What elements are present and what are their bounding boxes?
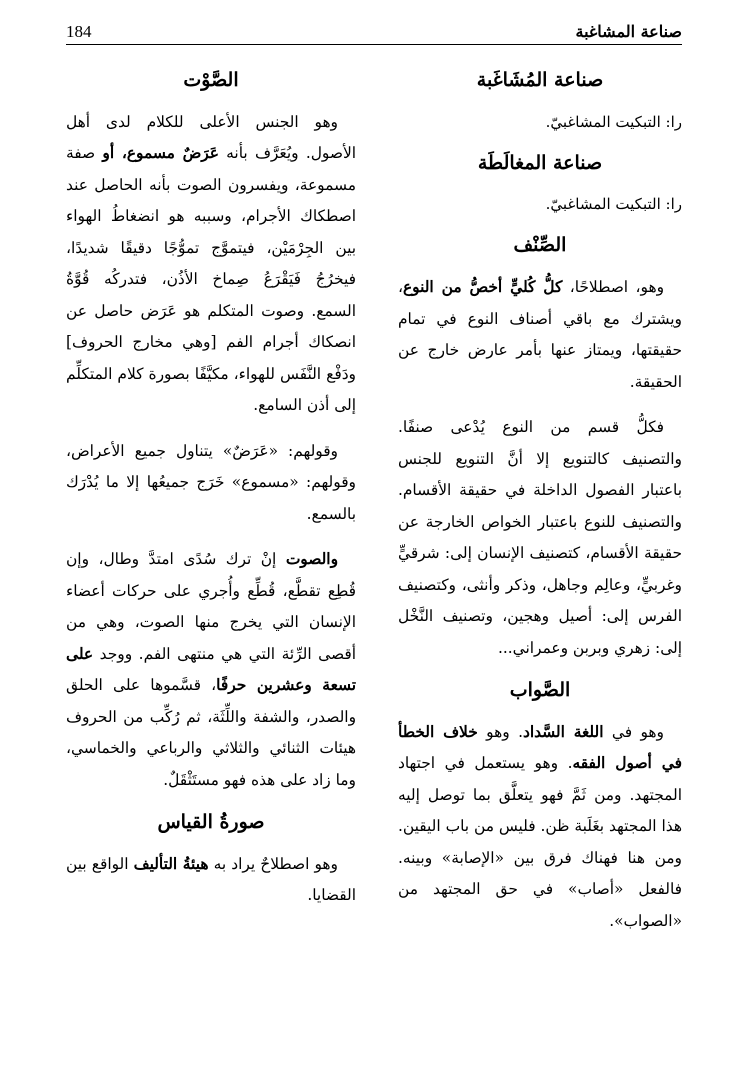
text: . وهو يستعمل في اجتهاد المجتهد. ومن ثَمَّ فهو يتعلَّق بما توصل إليه هذا المجتهد بغَلَبة ظن. فليس من باب اليقين. ومن هنا فهناك فرق بين «الإصابة» وبينه. فالفعل «أصاب» في حق المجتهد من «الصواب». bbox=[398, 754, 682, 930]
entry-title: صورةُ القياس bbox=[157, 811, 265, 834]
bold-term: هيئةُ التأليف bbox=[133, 854, 209, 873]
entry-title: صناعة المُشَاغَبة bbox=[476, 69, 604, 91]
cross-reference: را: التبكيت المشاغبيّ. bbox=[545, 112, 682, 131]
right-column bbox=[398, 56, 682, 951]
entry-alsinf bbox=[398, 233, 682, 664]
page-number: 184 bbox=[66, 22, 92, 41]
bold-term: على تسعة وعشرين حرفًا bbox=[66, 644, 357, 695]
entry-surat-alqiyas bbox=[66, 810, 356, 912]
entry-definition bbox=[398, 717, 682, 938]
text: ، قسَّموها على الحلق والصدر، والشفة واللِّثَة، ثم رُكِّب من الحروف هيئات الثنائي والثلاثي والرباعي والخماسي، وما زاد على هذه فهو مستَثْقَلٌ. bbox=[66, 676, 356, 789]
entry-sinaat-almushaghaba bbox=[398, 68, 682, 137]
entry-title: صناعة المغالَطَة bbox=[477, 151, 603, 174]
entry-title: الصَّواب bbox=[509, 679, 571, 702]
entry-title: الصِّنْف bbox=[513, 234, 567, 257]
text: الواقع بين القضايا. bbox=[66, 854, 356, 905]
text: . وهو bbox=[477, 722, 523, 741]
entry-sinaat-almughalata bbox=[398, 151, 682, 220]
entry-paragraph: فكلُّ قسم من النوع يُدْعى صنفًا. والتصنيف كالتنويع إلا أنَّ التنويع للجنس باعتبار الفصول الداخلة في حقيقة الأقسام. والتصنيف للنوع باعتبار الخواص الخارجة عن حقيقة الأقسام، كتصنيف الإنسان إلى: شرقيٍّ وغربيٍّ، وعالِم وجاهل، وذكر وأنثى، وكتصنيف الفرس إلى: أصيل وهجين، وتصنيف النَّخْل إلى: زهري وبربن وعمراني... bbox=[398, 418, 682, 657]
page-header bbox=[66, 22, 682, 46]
entry-paragraph bbox=[66, 544, 356, 796]
entry-definition bbox=[66, 849, 356, 912]
text: ، ويشترك مع باقي أصناف النوع في تمام حقيقتها، ويمتاز عنها بأمر عارض خارج عن الحقيقة. bbox=[398, 278, 682, 391]
left-column bbox=[66, 56, 356, 926]
entry-title: الصَّوْت bbox=[183, 69, 239, 91]
text: وهو اصطلاحٌ يراد به bbox=[208, 854, 338, 873]
cross-reference: را: التبكيت المشاغبيّ. bbox=[545, 195, 682, 214]
text: صفة مسموعة، ويفسرون الصوت بأنه الحاصل عند اصطكاك الأجرام، وسببه هو انضغاطُ الهواء بين الجِرْمَيْن، فيتموَّج تموُّجًا دقيقًا شديدًا، فيخرُجُ فَيَقْرَعُ صِماخ الأذُن، فتدركُه قُوَّةُ السمع. وصوت المتكلم هو عَرَض حاصل عن انصكاك أجرام الفم [وهي مخارج الحروف] ودَفْع النَّفَس للهواء، مكيَّفًا بصورة كلام المتكلِّم إلى أذن السامع. bbox=[66, 144, 356, 415]
running-title: صناعة المشاغبة bbox=[575, 22, 682, 41]
entry-definition bbox=[66, 107, 356, 422]
entry-alsawab bbox=[398, 678, 682, 937]
bold-term: عَرَضٌ مسموع، أو bbox=[102, 144, 219, 163]
bold-term: والصوت bbox=[285, 550, 338, 569]
bold-term: كلُّ كُليٍّ أخصُّ من النوع bbox=[402, 278, 563, 297]
text: وهو الجنس الأعلى للكلام لدى أهل الأصول. ويُعَرَّف بأنه bbox=[66, 112, 357, 163]
bold-term: خلاف الخطأ في أصول الفقه bbox=[398, 722, 682, 773]
header-divider bbox=[66, 44, 682, 45]
entry-alsawt bbox=[66, 68, 356, 796]
text: وهو، اصطلاحًا، bbox=[562, 278, 665, 297]
bold-term: اللغة السَّداد bbox=[522, 722, 604, 741]
entry-definition bbox=[398, 272, 682, 398]
text: إنْ ترك سُدًى امتدَّ وطال، وإن قُطِع تقطَّع، قُطِّع وأُجري على حركات أعضاء الإنسان التي يخرج منها الصوت، وهي من أقصى الرِّئة التي هي منتهى الفم. ووجد bbox=[66, 550, 356, 663]
text: وهو في bbox=[603, 722, 664, 741]
entry-paragraph: وقولهم: «عَرَضٌ» يتناول جميع الأعراض، وقولهم: «مسموع» خَرَج جميعُها إلا ما يُدْرَك بالسمع. bbox=[66, 441, 356, 523]
